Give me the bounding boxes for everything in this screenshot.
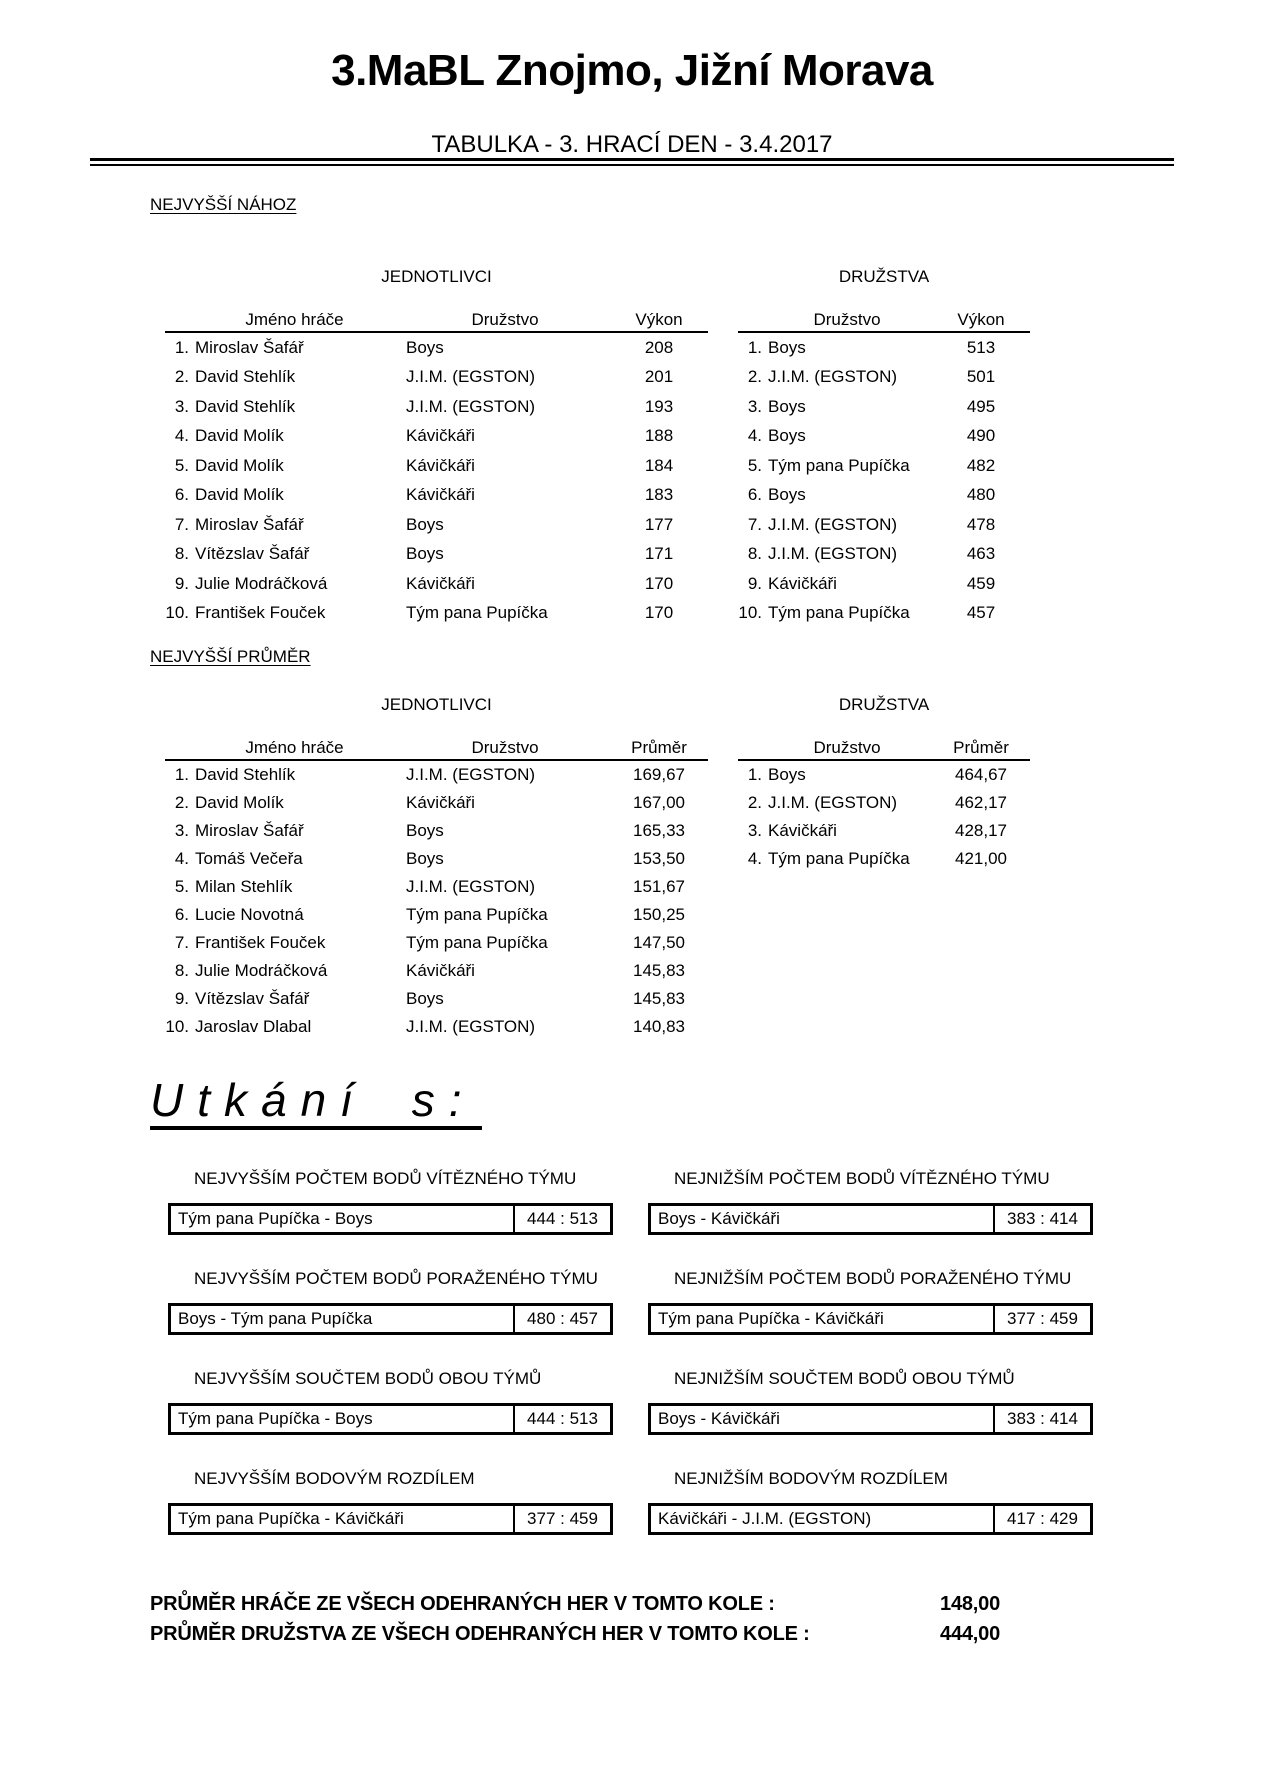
team-cell: J.I.M. (EGSTON): [768, 514, 898, 534]
match-box: [168, 1203, 613, 1235]
col-header-name: Jméno hráče: [245, 738, 344, 757]
team-cell: Tým pana Pupíčka: [406, 603, 548, 623]
match-title: NEJVYŠŠÍM POČTEM BODŮ VÍTĚZNÉHO TÝMU: [194, 1169, 577, 1188]
value-cell: 183: [644, 485, 674, 505]
doc-subtitle: TABULKA - 3. HRACÍ DEN - 3.4.2017: [431, 131, 833, 158]
value-cell: 153,50: [633, 849, 685, 868]
table-row: [738, 333, 1030, 363]
table-row: [738, 422, 1030, 452]
table-row: [165, 789, 708, 817]
rank-cell: 4.: [174, 849, 189, 868]
table-row: [165, 929, 708, 957]
rank-cell: 6.: [174, 485, 189, 505]
summary-row: [150, 1623, 1000, 1653]
table-header-row: [738, 311, 1030, 333]
doc-title: 3.MaBL Znojmo, Jižní Morava: [331, 46, 933, 95]
table-row: [165, 901, 708, 929]
team-cell: Boys: [406, 337, 444, 357]
match-team-cell: Tým pana Pupíčka - Kávičkáři: [178, 1509, 404, 1528]
table-row: [738, 540, 1030, 570]
table-row: [165, 873, 708, 901]
table-row: [738, 599, 1030, 629]
value-cell: 462,17: [955, 793, 1007, 812]
team-cell: Tým pana Pupíčka: [406, 933, 548, 952]
name-cell: František Fouček: [195, 603, 326, 623]
match-team-cell: Boys - Kávičkáři: [658, 1409, 780, 1428]
team-cell: Kávičkáři: [406, 573, 475, 593]
value-cell: 171: [644, 544, 674, 564]
match-box: [648, 1403, 1093, 1435]
summary-label: PRŮMĚR DRUŽSTVA ZE VŠECH ODEHRANÝCH HER V TOMTO KOLE :: [150, 1623, 810, 1645]
table-row: [165, 817, 708, 845]
rank-cell: 9.: [174, 573, 189, 593]
team-cell: J.I.M. (EGSTON): [406, 367, 536, 387]
name-cell: David Molík: [195, 793, 284, 812]
match-title: NEJVYŠŠÍM POČTEM BODŮ PORAŽENÉHO TÝMU: [194, 1269, 598, 1288]
rank-cell: 2.: [747, 367, 762, 387]
table-row: [738, 451, 1030, 481]
match-block: [648, 1170, 1093, 1270]
value-cell: 463: [966, 544, 996, 564]
value-cell: 193: [644, 396, 674, 416]
team-cell: Tým pana Pupíčka: [406, 905, 548, 924]
rank-cell: 5.: [174, 877, 189, 896]
table-body: [165, 333, 708, 628]
table-header-row: [165, 739, 708, 761]
name-cell: David Molík: [195, 426, 284, 446]
col-header-rank: [165, 311, 189, 328]
team-cell: Kávičkáři: [406, 426, 475, 446]
match-block: [168, 1370, 613, 1470]
rank-cell: 5.: [747, 455, 762, 475]
col-header-rank: [738, 739, 762, 756]
table-title: DRUŽSTVA: [838, 267, 930, 286]
match-box: [648, 1503, 1093, 1535]
value-cell: 480: [966, 485, 996, 505]
rank-cell: 9.: [174, 989, 189, 1008]
value-cell: 165,33: [633, 821, 685, 840]
team-cell: J.I.M. (EGSTON): [406, 396, 536, 416]
summary-row: [150, 1593, 1000, 1623]
match-score-cell: 383 : 414: [993, 1206, 1090, 1232]
table-row: [165, 481, 708, 511]
nahoz-teams-table: [738, 268, 1030, 628]
name-cell: Tomáš Večeřa: [195, 849, 303, 868]
nahoz-individuals-table: [165, 268, 708, 628]
rank-cell: 4.: [747, 849, 762, 868]
name-cell: Vítězslav Šafář: [195, 989, 310, 1008]
table-row: [165, 1013, 708, 1041]
match-box: [168, 1503, 613, 1535]
table-row: [165, 761, 708, 789]
value-cell: 188: [644, 426, 674, 446]
table-title: JEDNOTLIVCI: [381, 695, 492, 714]
name-cell: Miroslav Šafář: [195, 514, 304, 534]
match-block: [168, 1270, 613, 1370]
col-header-team: Družstvo: [813, 738, 881, 757]
table-row: [738, 569, 1030, 599]
rank-cell: 6.: [747, 485, 762, 505]
rank-cell: 8.: [174, 961, 189, 980]
team-cell: Kávičkáři: [406, 455, 475, 475]
rank-cell: 9.: [747, 573, 762, 593]
team-cell: Boys: [768, 426, 806, 446]
col-header-value: Výkon: [957, 310, 1005, 329]
team-cell: Boys: [768, 337, 806, 357]
team-cell: Kávičkáři: [406, 793, 475, 812]
table-row: [165, 392, 708, 422]
match-score-cell: 377 : 459: [513, 1506, 610, 1532]
match-score-cell: 444 : 513: [513, 1406, 610, 1432]
team-cell: Kávičkáři: [406, 961, 475, 980]
table-title: DRUŽSTVA: [838, 695, 930, 714]
match-box: [648, 1303, 1093, 1335]
value-cell: 145,83: [633, 989, 685, 1008]
match-score-cell: 417 : 429: [993, 1506, 1090, 1532]
table-row: [738, 845, 1030, 873]
name-cell: František Fouček: [195, 933, 326, 952]
rank-cell: 2.: [747, 793, 762, 812]
prumer-individuals-table: [165, 696, 708, 1041]
value-cell: 459: [966, 573, 996, 593]
match-box: [168, 1303, 613, 1335]
name-cell: Jaroslav Dlabal: [195, 1017, 312, 1036]
match-box: [648, 1203, 1093, 1235]
name-cell: Milan Stehlík: [195, 877, 293, 896]
match-box: [168, 1403, 613, 1435]
value-cell: 208: [644, 337, 674, 357]
table-row: [165, 333, 708, 363]
value-cell: 170: [644, 603, 674, 623]
prumer-teams-table: [738, 696, 1030, 873]
table-row: [738, 363, 1030, 393]
team-cell: J.I.M. (EGSTON): [768, 793, 898, 812]
col-header-team: Družstvo: [471, 738, 539, 757]
value-cell: 501: [966, 367, 996, 387]
match-team-cell: Kávičkáři - J.I.M. (EGSTON): [658, 1509, 872, 1528]
team-cell: J.I.M. (EGSTON): [768, 367, 898, 387]
match-block: [168, 1470, 613, 1570]
rank-cell: 3.: [174, 396, 189, 416]
col-header-team: Družstvo: [813, 310, 881, 329]
summary-value: 444,00: [940, 1623, 1000, 1645]
rank-cell: 1.: [747, 337, 762, 357]
name-cell: Miroslav Šafář: [195, 821, 304, 840]
value-cell: 150,25: [633, 905, 685, 924]
table-header-row: [738, 739, 1030, 761]
table-title: JEDNOTLIVCI: [381, 267, 492, 286]
value-cell: 201: [644, 367, 674, 387]
rank-cell: 1.: [747, 765, 762, 784]
value-cell: 147,50: [633, 933, 685, 952]
rank-cell: 10.: [165, 603, 189, 623]
team-cell: Boys: [406, 989, 444, 1008]
value-cell: 145,83: [633, 961, 685, 980]
summary-section: [150, 1593, 1000, 1653]
value-cell: 478: [966, 514, 996, 534]
rank-cell: 4.: [747, 426, 762, 446]
match-block: [168, 1170, 613, 1270]
name-cell: David Molík: [195, 455, 284, 475]
header-divider: [90, 158, 1174, 166]
col-header-value: Průměr: [953, 738, 1009, 757]
name-cell: Vítězslav Šafář: [195, 544, 310, 564]
table-row: [165, 540, 708, 570]
col-header-name: Jméno hráče: [245, 310, 344, 329]
col-header-team: Družstvo: [471, 310, 539, 329]
value-cell: 151,67: [633, 877, 685, 896]
rank-cell: 4.: [174, 426, 189, 446]
value-cell: 140,83: [633, 1017, 685, 1036]
match-team-cell: Tým pana Pupíčka - Kávičkáři: [658, 1309, 884, 1328]
team-cell: Tým pana Pupíčka: [768, 455, 910, 475]
table-row: [165, 451, 708, 481]
match-team-cell: Tým pana Pupíčka - Boys: [178, 1409, 373, 1428]
team-cell: J.I.M. (EGSTON): [406, 1017, 536, 1036]
section-heading-nahoz: NEJVYŠŠÍ NÁHOZ: [150, 195, 297, 214]
summary-value: 148,00: [940, 1593, 1000, 1615]
name-cell: Julie Modráčková: [195, 961, 328, 980]
match-title: NEJNIŽŠÍM POČTEM BODŮ PORAŽENÉHO TÝMU: [674, 1269, 1072, 1288]
rank-cell: 1.: [174, 765, 189, 784]
table-body: [738, 761, 1030, 873]
team-cell: J.I.M. (EGSTON): [406, 765, 536, 784]
match-block: [648, 1370, 1093, 1470]
table-row: [165, 985, 708, 1013]
value-cell: 428,17: [955, 821, 1007, 840]
match-title: NEJNIŽŠÍM POČTEM BODŮ VÍTĚZNÉHO TÝMU: [674, 1169, 1050, 1188]
rank-cell: 3.: [174, 821, 189, 840]
value-cell: 177: [644, 514, 674, 534]
team-cell: Kávičkáři: [406, 485, 475, 505]
col-header-value: Průměr: [631, 738, 687, 757]
section-heading-prumer: NEJVYŠŠÍ PRŮMĚR: [150, 647, 311, 666]
team-cell: Boys: [406, 514, 444, 534]
match-score-cell: 480 : 457: [513, 1306, 610, 1332]
name-cell: David Stehlík: [195, 396, 296, 416]
rank-cell: 8.: [174, 544, 189, 564]
match-grid: [168, 1170, 1093, 1570]
team-cell: J.I.M. (EGSTON): [406, 877, 536, 896]
match-score-cell: 383 : 414: [993, 1406, 1090, 1432]
name-cell: Lucie Novotná: [195, 905, 304, 924]
table-row: [165, 569, 708, 599]
table-body: [165, 761, 708, 1041]
value-cell: 167,00: [633, 793, 685, 812]
value-cell: 170: [644, 573, 674, 593]
table-row: [738, 481, 1030, 511]
name-cell: David Stehlík: [195, 367, 296, 387]
rank-cell: 5.: [174, 455, 189, 475]
team-cell: Tým pana Pupíčka: [768, 849, 910, 868]
name-cell: David Stehlík: [195, 765, 296, 784]
table-row: [738, 817, 1030, 845]
rank-cell: 3.: [747, 821, 762, 840]
rank-cell: 7.: [174, 514, 189, 534]
team-cell: J.I.M. (EGSTON): [768, 544, 898, 564]
rank-cell: 10.: [738, 603, 762, 623]
name-cell: Miroslav Šafář: [195, 337, 304, 357]
col-header-value: Výkon: [635, 310, 683, 329]
col-header-rank: [165, 739, 189, 756]
match-team-cell: Tým pana Pupíčka - Boys: [178, 1209, 373, 1228]
value-cell: 482: [966, 455, 996, 475]
table-row: [165, 845, 708, 873]
table-row: [738, 392, 1030, 422]
team-cell: Tým pana Pupíčka: [768, 603, 910, 623]
rank-cell: 2.: [174, 793, 189, 812]
match-block: [648, 1270, 1093, 1370]
team-cell: Boys: [768, 396, 806, 416]
name-cell: David Molík: [195, 485, 284, 505]
match-team-cell: Boys - Tým pana Pupíčka: [178, 1309, 373, 1328]
match-team-cell: Boys - Kávičkáři: [658, 1209, 780, 1228]
rank-cell: 7.: [747, 514, 762, 534]
table-row: [165, 957, 708, 985]
table-row: [165, 363, 708, 393]
team-cell: Boys: [406, 821, 444, 840]
team-cell: Boys: [768, 765, 806, 784]
team-cell: Boys: [406, 544, 444, 564]
table-header-row: [165, 311, 708, 333]
table-row: [738, 510, 1030, 540]
team-cell: Boys: [406, 849, 444, 868]
rank-cell: 8.: [747, 544, 762, 564]
team-cell: Boys: [768, 485, 806, 505]
match-title: NEJVYŠŠÍM BODOVÝM ROZDÍLEM: [194, 1469, 475, 1488]
summary-label: PRŮMĚR HRÁČE ZE VŠECH ODEHRANÝCH HER V TOMTO KOLE :: [150, 1593, 775, 1615]
name-cell: Julie Modráčková: [195, 573, 328, 593]
value-cell: 464,67: [955, 765, 1007, 784]
match-title: NEJNIŽŠÍM SOUČTEM BODŮ OBOU TÝMŮ: [674, 1369, 1015, 1388]
rank-cell: 7.: [174, 933, 189, 952]
table-row: [738, 789, 1030, 817]
table-row: [165, 422, 708, 452]
table-row: [165, 599, 708, 629]
rank-cell: 2.: [174, 367, 189, 387]
value-cell: 495: [966, 396, 996, 416]
rank-cell: 10.: [165, 1017, 189, 1036]
value-cell: 513: [966, 337, 996, 357]
utkani-heading: Utkání s:: [150, 1078, 482, 1130]
team-cell: Kávičkáři: [768, 821, 837, 840]
match-block: [648, 1470, 1093, 1570]
table-body: [738, 333, 1030, 628]
match-title: NEJNIŽŠÍM BODOVÝM ROZDÍLEM: [674, 1469, 948, 1488]
rank-cell: 6.: [174, 905, 189, 924]
value-cell: 421,00: [955, 849, 1007, 868]
table-row: [738, 761, 1030, 789]
rank-cell: 3.: [747, 396, 762, 416]
value-cell: 169,67: [633, 765, 685, 784]
value-cell: 490: [966, 426, 996, 446]
table-row: [165, 510, 708, 540]
rank-cell: 1.: [174, 337, 189, 357]
match-score-cell: 444 : 513: [513, 1206, 610, 1232]
team-cell: Kávičkáři: [768, 573, 837, 593]
match-title: NEJVYŠŠÍM SOUČTEM BODŮ OBOU TÝMŮ: [194, 1369, 542, 1388]
value-cell: 457: [966, 603, 996, 623]
col-header-rank: [738, 311, 762, 328]
value-cell: 184: [644, 455, 674, 475]
match-score-cell: 377 : 459: [993, 1306, 1090, 1332]
